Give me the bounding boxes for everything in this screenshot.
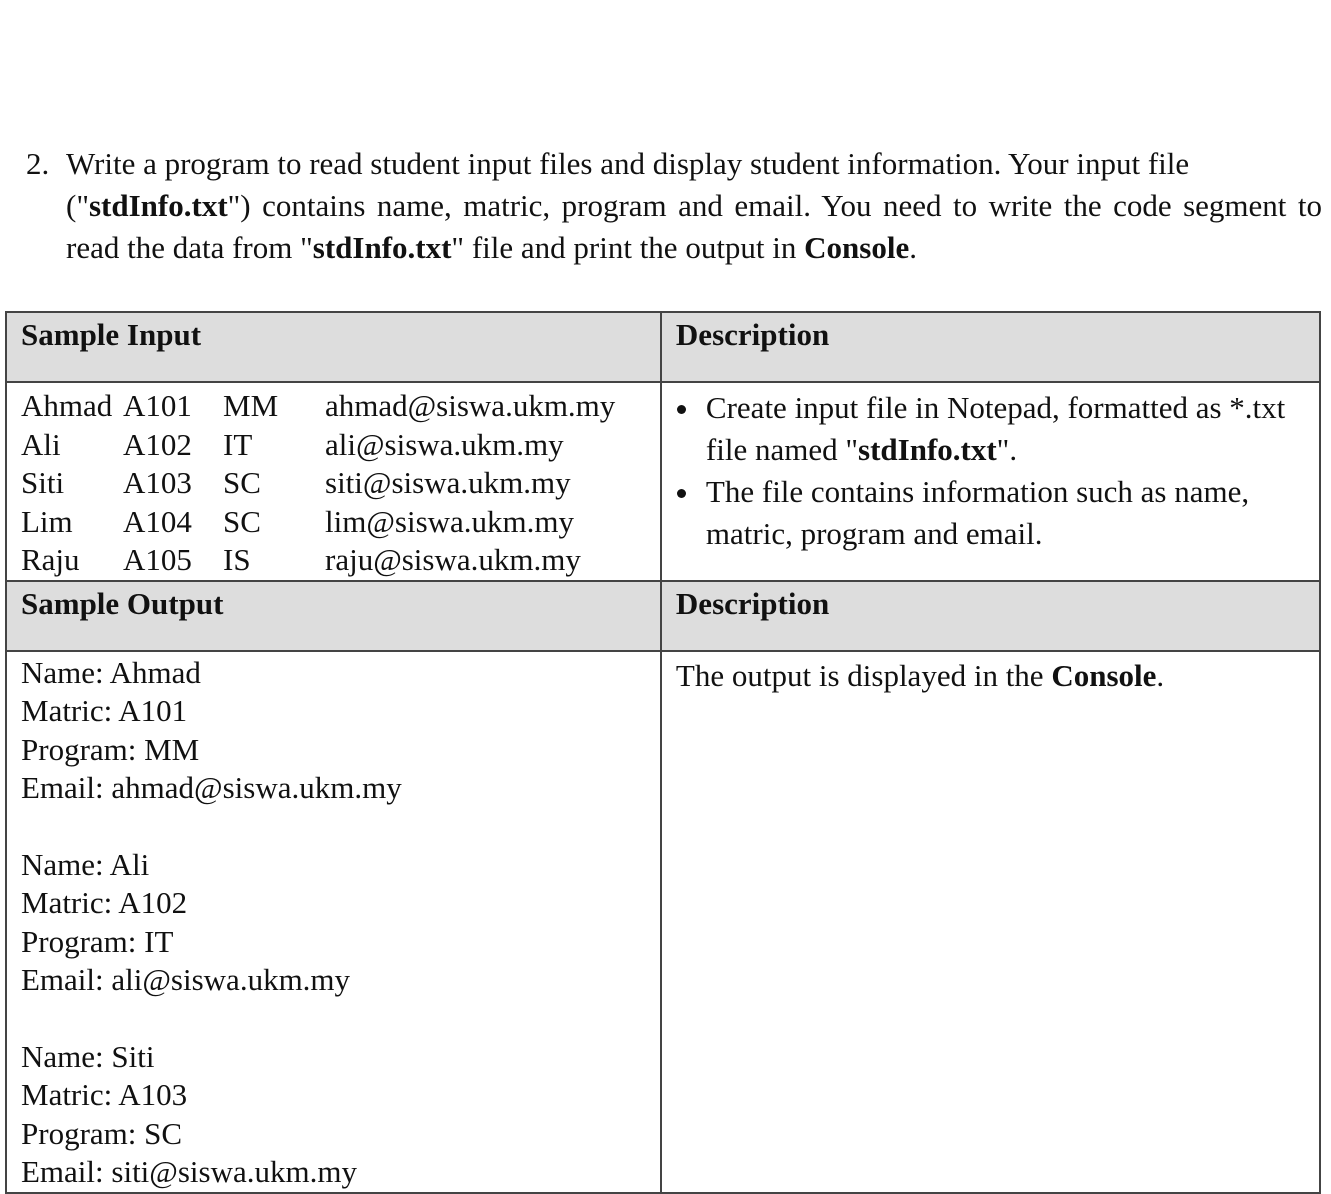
bullet-text: ". (996, 432, 1018, 467)
list-item: • The file contains information such as name, matric, program and email. (702, 471, 1305, 555)
student-program: MM (223, 388, 279, 423)
student-name: Ali (21, 426, 61, 462)
sample-output-cell (6, 651, 661, 1193)
record-spacer (21, 1000, 646, 1038)
table-row (21, 503, 646, 542)
sample-input-cell (6, 382, 661, 581)
filename-bold: stdInfo.txt (88, 188, 228, 223)
student-matric: A102 (123, 426, 192, 462)
output-email-line: Email: ali@siswa.ukm.my (21, 962, 351, 998)
record-spacer (21, 808, 646, 846)
table-row (21, 541, 646, 580)
output-program-line: Program: SC (21, 1115, 183, 1151)
student-email: lim@siswa.ukm.my (325, 503, 574, 539)
console-bold: Console (804, 230, 910, 265)
input-description-list (676, 387, 1305, 555)
student-name: Ahmad (21, 388, 113, 423)
output-description (676, 654, 1305, 698)
sample-output-header: Sample Output (6, 581, 661, 651)
output-name-line: Name: Ali (21, 846, 150, 882)
question-text-part: ") contains name, matric, program and email. You need to write the code segment to read the data from " (66, 188, 1322, 265)
output-row (6, 651, 1320, 1193)
student-name: Raju (21, 542, 80, 578)
input-row (6, 382, 1320, 581)
student-email: siti@siswa.ukm.my (325, 465, 571, 501)
output-header-row (6, 581, 1320, 651)
table-row (21, 464, 646, 503)
output-program-line: Program: IT (21, 923, 174, 959)
list-item (702, 387, 1305, 471)
output-program-line: Program: MM (21, 731, 200, 767)
question-number: 2. (26, 146, 50, 181)
output-matric-line: Matric: A101 (21, 693, 188, 729)
student-name: Siti (21, 465, 65, 501)
table-row (21, 387, 646, 426)
filename-bold: stdInfo.txt (858, 432, 997, 467)
table-row (21, 426, 646, 465)
sample-input-grid (21, 387, 646, 580)
description-text: . (1156, 657, 1165, 693)
output-matric-line: Matric: A103 (21, 1077, 188, 1113)
student-email: ali@siswa.ukm.my (325, 426, 564, 462)
sample-input-header: Sample Input (6, 312, 661, 382)
student-email: ahmad@siswa.ukm.my (325, 388, 616, 423)
question-text-part: (" (66, 188, 89, 223)
description-header: Description (661, 312, 1320, 382)
student-matric: A104 (123, 503, 192, 539)
student-email: raju@siswa.ukm.my (325, 542, 581, 578)
sample-output-block (21, 654, 646, 1192)
student-program: SC (223, 503, 261, 539)
input-description-cell (661, 382, 1320, 581)
question-text-part: " file and print the output in (451, 230, 805, 265)
question-text-part: . (909, 230, 917, 265)
student-matric: A101 (123, 388, 192, 423)
output-email-line: Email: ahmad@siswa.ukm.my (21, 770, 402, 806)
filename-bold: stdInfo.txt (312, 230, 452, 265)
output-matric-line: Matric: A102 (21, 885, 188, 921)
output-description-cell (661, 651, 1320, 1193)
question-text (66, 143, 1322, 269)
student-matric: A103 (123, 465, 192, 501)
question-text-line-1: Write a program to read student input files and display student information. Your input file (66, 146, 1190, 181)
student-program: IS (223, 542, 251, 578)
description-header: Description (661, 581, 1320, 651)
bullet-text: Create input file in Notepad, formatted as *.txt file named " (705, 390, 1286, 467)
input-header-row (6, 312, 1320, 382)
student-matric: A105 (123, 542, 192, 578)
student-name: Lim (21, 503, 73, 539)
console-bold: Console (1051, 657, 1157, 693)
description-text: The output is displayed in the (675, 657, 1052, 693)
student-program: SC (223, 465, 261, 501)
sample-table (5, 311, 1321, 1194)
student-program: IT (223, 426, 253, 462)
output-name-line: Name: Ahmad (21, 654, 201, 690)
output-name-line: Name: Siti (21, 1038, 155, 1074)
output-email-line: Email: siti@siswa.ukm.my (21, 1154, 357, 1190)
